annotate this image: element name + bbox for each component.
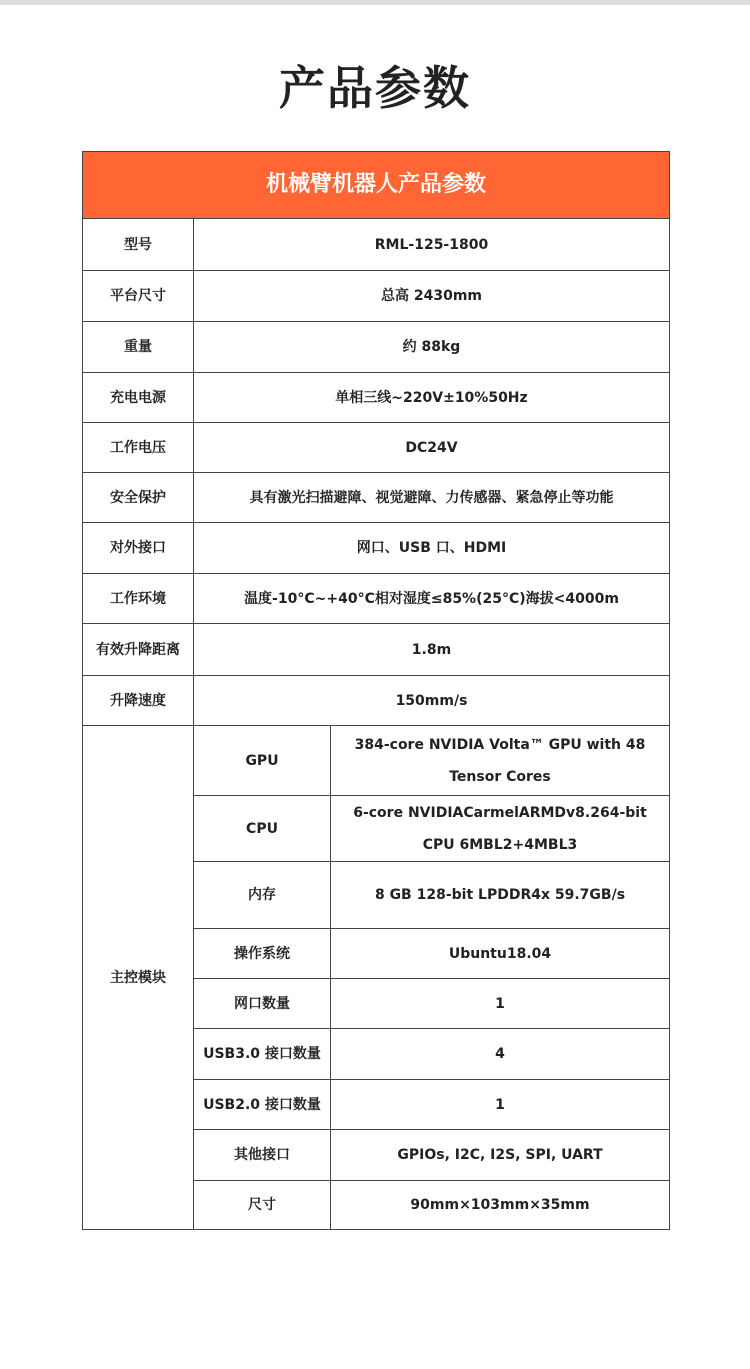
module-row xyxy=(83,726,670,796)
row-label: 升降速度 xyxy=(83,676,194,726)
module-row-label: 内存 xyxy=(194,862,331,929)
row-value: 网口、USB 口、HDMI xyxy=(194,523,670,574)
row-label: 对外接口 xyxy=(83,523,194,574)
row-value: 150mm/s xyxy=(194,676,670,726)
page-title: 产品参数 xyxy=(279,61,471,115)
row-label: 有效升降距离 xyxy=(83,624,194,676)
row-value: 具有激光扫描避障、视觉避障、力传感器、紧急停止等功能 xyxy=(194,473,670,523)
module-row-value: GPIOs, I2C, I2S, SPI, UART xyxy=(331,1130,670,1181)
table-row xyxy=(83,574,670,624)
module-row-label: 尺寸 xyxy=(194,1181,331,1230)
module-row-value: 384-core NVIDIA Volta™ GPU with 48 Tensor Cores xyxy=(331,726,670,796)
row-label: 工作环境 xyxy=(83,574,194,624)
row-label: 平台尺寸 xyxy=(83,271,194,322)
row-label: 工作电压 xyxy=(83,423,194,473)
table-row xyxy=(83,423,670,473)
module-row-label: USB2.0 接口数量 xyxy=(194,1080,331,1130)
row-value: 总高 2430mm xyxy=(194,271,670,322)
row-value: 约 88kg xyxy=(194,322,670,373)
table-row xyxy=(83,322,670,373)
module-row-value: 8 GB 128-bit LPDDR4x 59.7GB/s xyxy=(331,862,670,929)
table-title: 机械臂机器人产品参数 xyxy=(83,152,670,219)
row-label: 型号 xyxy=(83,219,194,271)
row-value: 单相三线~220V±10%50Hz xyxy=(194,373,670,423)
module-row-label: 网口数量 xyxy=(194,979,331,1029)
table-row xyxy=(83,523,670,574)
spec-table xyxy=(82,151,670,1230)
module-row-label: 其他接口 xyxy=(194,1130,331,1181)
row-value: 温度-10°C~+40°C相对湿度≤85%(25°C)海拔<4000m xyxy=(194,574,670,624)
row-label: 充电电源 xyxy=(83,373,194,423)
row-label: 安全保护 xyxy=(83,473,194,523)
module-row-label: USB3.0 接口数量 xyxy=(194,1029,331,1080)
table-row xyxy=(83,373,670,423)
module-row-value: 90mm×103mm×35mm xyxy=(331,1181,670,1230)
table-row xyxy=(83,219,670,271)
top-bar xyxy=(0,0,750,5)
module-row-label: 操作系统 xyxy=(194,929,331,979)
module-label: 主控模块 xyxy=(83,726,194,1230)
table-row xyxy=(83,271,670,322)
row-value: 1.8m xyxy=(194,624,670,676)
module-row-label: CPU xyxy=(194,796,331,862)
row-label: 重量 xyxy=(83,322,194,373)
module-row-value: 1 xyxy=(331,1080,670,1130)
module-row-label: GPU xyxy=(194,726,331,796)
row-value: RML-125-1800 xyxy=(194,219,670,271)
table-row xyxy=(83,676,670,726)
row-value: DC24V xyxy=(194,423,670,473)
module-row-value: Ubuntu18.04 xyxy=(331,929,670,979)
table-row xyxy=(83,624,670,676)
table-row xyxy=(83,473,670,523)
module-row-value: 6-core NVIDIACarmelARMDv8.264-bit CPU 6MBL2+4MBL3 xyxy=(331,796,670,862)
module-row-value: 4 xyxy=(331,1029,670,1080)
module-row-value: 1 xyxy=(331,979,670,1029)
